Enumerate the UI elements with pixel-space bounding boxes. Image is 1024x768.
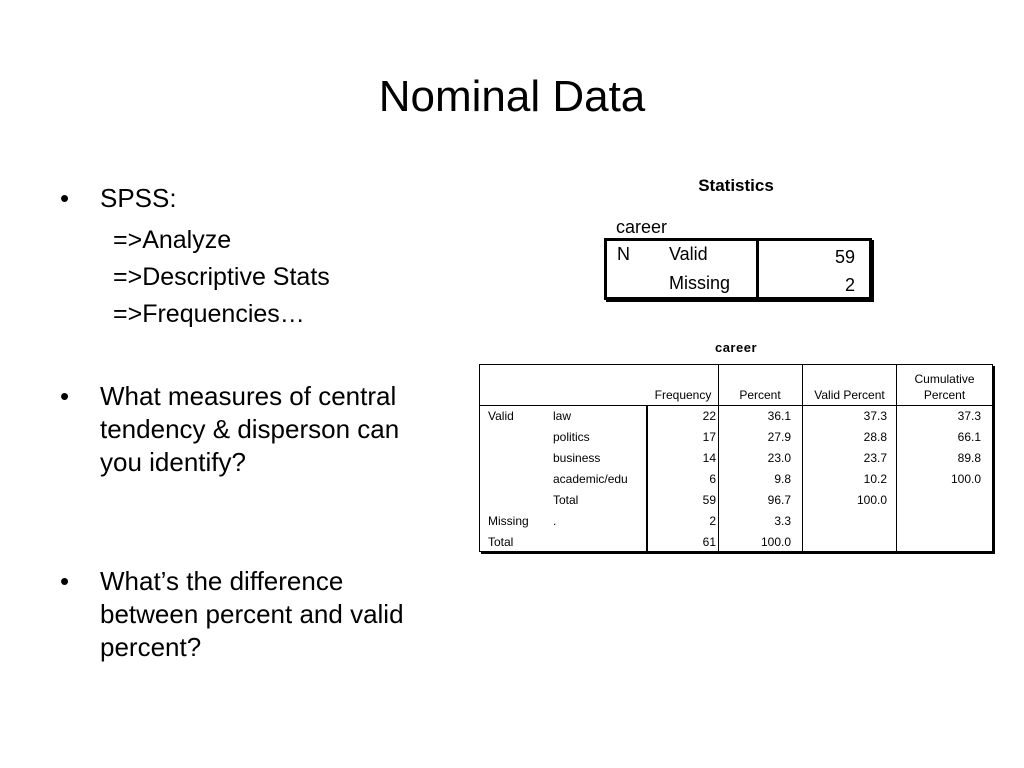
statistics-divider <box>756 241 759 297</box>
header-cumulative-percent: Percent <box>923 388 966 402</box>
frequency-cell: 6 <box>709 472 716 486</box>
bullet-dot: • <box>60 381 70 411</box>
percent-cell: 27.9 <box>767 430 791 444</box>
frequency-cell: 59 <box>702 493 716 507</box>
group-cell <box>488 492 548 508</box>
valid-percent-cell <box>805 534 887 550</box>
header-percent: Percent <box>739 388 781 402</box>
bullet-dot: • <box>60 566 70 596</box>
stat-n-label: N <box>617 244 630 264</box>
sub-item-analyze: =>Analyze <box>113 226 232 254</box>
frequency-title: career <box>714 340 758 355</box>
sub-item-descriptive-stats: =>Descriptive Stats <box>113 263 330 291</box>
header-cumulative: Cumulative <box>914 372 975 386</box>
frequency-cell: 22 <box>702 409 716 423</box>
valid-percent-cell: 100.0 <box>856 493 887 507</box>
bullet-list-2 <box>60 380 410 479</box>
group-cell: Total <box>488 535 514 549</box>
label-divider <box>646 405 648 551</box>
header-valid-percent: Valid Percent <box>814 388 885 402</box>
cumulative-cell: 37.3 <box>957 409 981 423</box>
cumulative-cell <box>899 492 981 508</box>
category-cell <box>553 534 645 550</box>
cumulative-cell: 89.8 <box>957 451 981 465</box>
header-frequency: Frequency <box>654 388 712 402</box>
category-cell: law <box>553 409 572 423</box>
stat-missing-value: 2 <box>844 275 855 295</box>
category-cell: academic/edu <box>553 472 628 486</box>
bullet-dot: • <box>60 183 70 213</box>
sub-item-frequencies: =>Frequencies… <box>113 300 305 328</box>
bullet-central-tendency <box>60 380 410 479</box>
bullet-text: What’s the difference between percent and valid percent? <box>100 566 404 662</box>
category-cell: politics <box>553 430 590 444</box>
cumulative-cell <box>899 513 981 529</box>
percent-cell: 100.0 <box>760 535 791 549</box>
percent-cell: 9.8 <box>774 472 791 486</box>
cumulative-cell: 66.1 <box>957 430 981 444</box>
valid-percent-cell <box>805 513 887 529</box>
bullet-text: What measures of central tendency & disperson can you identify? <box>100 381 400 477</box>
frequency-cell: 14 <box>702 451 716 465</box>
group-cell: Missing <box>488 514 529 528</box>
frequency-cell: 17 <box>702 430 716 444</box>
valid-percent-cell: 10.2 <box>863 472 887 486</box>
group-cell <box>488 429 548 445</box>
statistics-variable: career <box>616 217 668 237</box>
stat-valid-value: 59 <box>834 247 855 267</box>
statistics-title: Statistics <box>698 176 774 195</box>
percent-cell: 23.0 <box>767 451 791 465</box>
bullet-list <box>60 182 410 215</box>
bullet-spss <box>60 182 410 215</box>
category-cell: . <box>553 514 557 528</box>
stat-missing-label: Missing <box>669 273 731 293</box>
bullet-list-3 <box>60 565 410 664</box>
group-cell: Valid <box>488 409 514 423</box>
valid-percent-cell: 23.7 <box>863 451 887 465</box>
cumulative-cell: 100.0 <box>950 472 981 486</box>
group-cell <box>488 450 548 466</box>
category-cell: Total <box>553 493 579 507</box>
frequency-cell: 61 <box>702 535 716 549</box>
group-cell <box>488 471 548 487</box>
stat-valid-label: Valid <box>669 244 708 264</box>
header-divider <box>480 405 992 406</box>
valid-percent-cell: 28.8 <box>863 430 887 444</box>
cumulative-cell <box>899 534 981 550</box>
valid-percent-cell: 37.3 <box>863 409 887 423</box>
statistics-table <box>604 238 872 300</box>
percent-cell: 3.3 <box>774 514 791 528</box>
category-cell: business <box>553 451 601 465</box>
bullet-text: SPSS: <box>100 183 177 213</box>
frequency-table <box>479 364 993 552</box>
frequency-cell: 2 <box>709 514 716 528</box>
percent-cell: 96.7 <box>767 493 791 507</box>
percent-cell: 36.1 <box>767 409 791 423</box>
slide-title: Nominal Data <box>378 72 646 121</box>
bullet-percent-difference <box>60 565 410 664</box>
